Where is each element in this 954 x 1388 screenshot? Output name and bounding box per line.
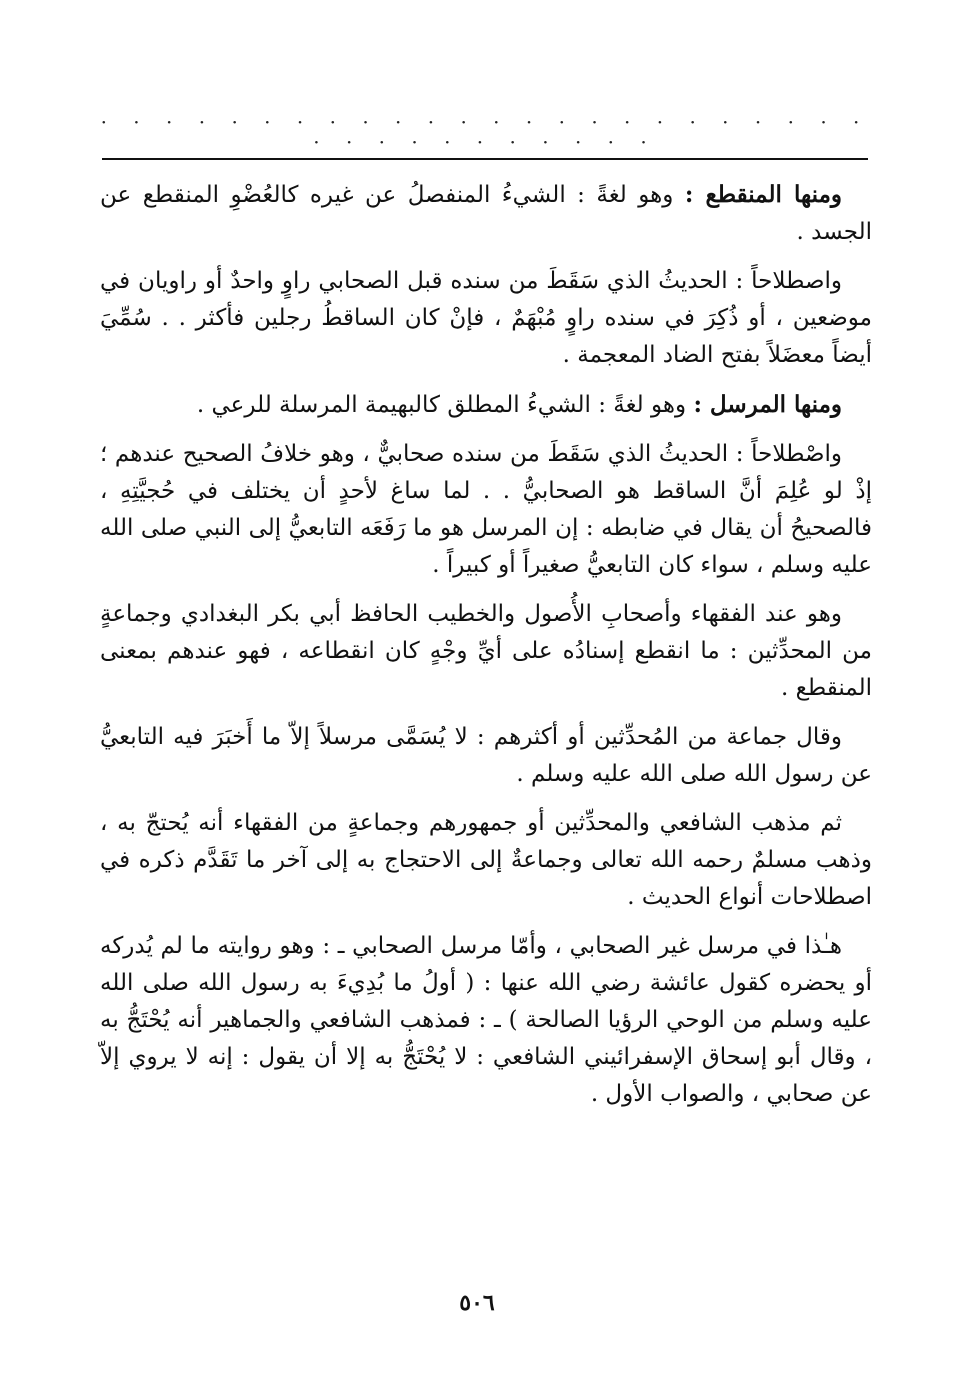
paragraph-text: واصْطلاحاً : الحديثُ الذي سَقَطَ من سنده صحابيٌّ ، وهو خلافُ الصحيح عندهم ؛ إذْ لو عُلِمَ أنَّ الساقط هو الصحابيُّ . . لما ساغ لأحدٍ أن يختلف في حُجيَّتِهِ ، فالصحيحُ أن يقال في ضابطه : إن المرسل هو ما رَفَعَه التابعيُّ إلى النبي صلى الله عليه وسلم ، سواء كان التابعيُّ صغيراً أو كبيراً . xyxy=(100,441,872,578)
paragraph-mursal-sahabi xyxy=(100,928,872,1113)
paragraph-mursal-lugha xyxy=(100,386,872,424)
paragraph-text: وهو لغةً : الشيءُ المنفصلُ عن غيره كالعُضْوِ المنقطع عن الجسد . xyxy=(100,182,872,245)
paragraph-muhaddithin xyxy=(100,719,872,793)
paragraph-mursal-istilah xyxy=(100,436,872,584)
paragraph-munqati-lugha xyxy=(100,176,872,251)
header-divider xyxy=(102,158,868,160)
page-body xyxy=(100,176,872,1276)
paragraph-text: وقال جماعة من المُحدِّثين أو أكثرهم : لا يُسَمَّى مرسلاً إلاّ ما أَخبَرَ فيه التابعيُّ عن رسول الله صلى الله عليه وسلم . xyxy=(100,724,872,787)
paragraph-munqati-istilah xyxy=(100,263,872,374)
paragraph-text: هـٰذا في مرسل غير الصحابي ، وأمّا مرسل الصحابي ـ : وهو روايته ما لم يُدركه أو يحضره كقول عائشة رضي الله عنها : ( أولُ ما بُدِيءَ به رسول الله صلى الله عليه وسلم من الوحي الرؤيا الصالحة ) ـ : فمذهب الشافعي والجماهير أنه يُحْتَجُّ به ، وقال أبو إسحاق الإسفرائيني الشافعي : لا يُحْتَجُّ به إلا أن يقول : إنه لا يروي إلاّ عن صحابي ، والصواب الأول . xyxy=(100,933,872,1107)
header-dots: · · · · · · · · · · · · · · · · · · · · · · · · · · · · · · · · · · · xyxy=(100,110,870,154)
paragraph-text: وهو عند الفقهاء وأصحابِ الأُصول والخطيب الحافظ أبي بكر البغدادي وجماعةٍ من المحدِّثين : ما انقطع إسنادُه على أيِّ وجْهٍ كان انقطاعه ، فهو عندهم بمعنى المنقطع . xyxy=(100,601,872,701)
paragraph-text: واصطلاحاً : الحديثُ الذي سَقَطَ من سنده قبل الصحابي راوٍ واحدٌ أو راويان في موضعين ، أو ذُكِرَ في سنده راوٍ مُبْهَمٌ ، فإنْ كان الساقطُ رجلين فأكثر . . سُمِّيَ أيضاً معضَلاً بفتح الضاد المعجمة . xyxy=(100,268,872,368)
paragraph-text: وهو لغةً : الشيءُ المطلق كالبهيمة المرسلة للرعي . xyxy=(196,392,694,418)
paragraph-fuqaha xyxy=(100,596,872,707)
paragraph-text: ثم مذهب الشافعي والمحدِّثين أو جمهورهم وجماعةٍ من الفقهاء أنه يُحتجّ به ، وذهب مسلمٌ رحمه الله تعالى وجماعةٌ إلى الاحتجاج به إلى آخر ما تَقَدَّم ذكره في اصطلاحات أنواع الحديث . xyxy=(100,810,872,910)
heading-mursal: ومنها المرسل : xyxy=(693,391,842,418)
page-number: ٥٠٦ xyxy=(459,1290,495,1316)
heading-munqati: ومنها المنقطع : xyxy=(684,181,842,208)
paragraph-madhhab xyxy=(100,805,872,916)
